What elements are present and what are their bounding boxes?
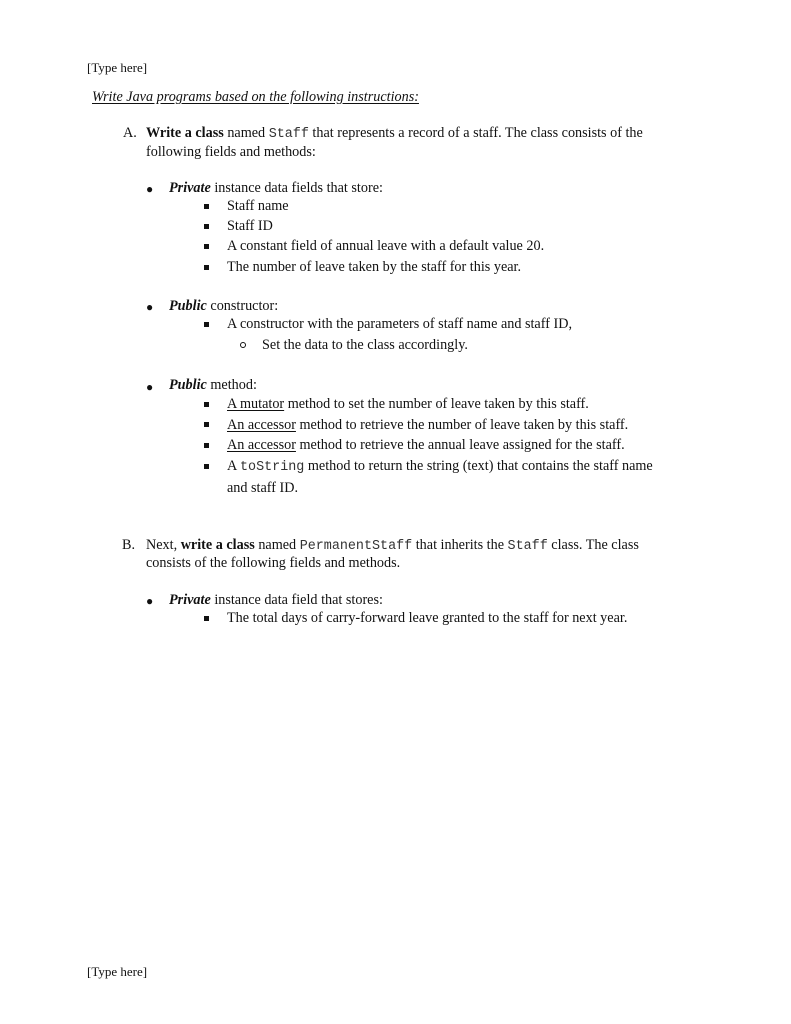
tostring-line2: and staff ID. — [227, 480, 299, 496]
field-item: The number of leave taken by the staff for this year. — [227, 259, 522, 275]
section-b-line1 — [146, 536, 639, 556]
square-bullet-icon — [204, 464, 209, 469]
public-label: Public — [169, 298, 207, 314]
method-item — [227, 395, 589, 413]
tostring-rest: method to return the string (text) that contains the staff name — [304, 458, 653, 474]
constructor-subitem: Set the data to the class accordingly. — [262, 337, 468, 353]
section-a-text2: that represents a record of a staff. The class consists of the — [308, 125, 643, 141]
square-bullet-icon — [204, 402, 209, 407]
constructor-heading — [169, 297, 278, 315]
section-a-code: Staff — [268, 127, 309, 142]
circle-bullet-icon — [240, 342, 246, 348]
section-b-text1: named — [254, 537, 300, 553]
section-a-text1: named — [223, 125, 269, 141]
field-item: A constant field of annual leave with a default value 20. — [227, 238, 545, 254]
section-a-line2: following fields and methods: — [146, 144, 316, 160]
method-desc: method to set the number of leave taken by this staff. — [284, 396, 589, 412]
method-desc: method to retrieve the annual leave assigned for the staff. — [295, 437, 625, 453]
constructor-item: A constructor with the parameters of staff name and staff ID, — [227, 316, 572, 332]
private-label: Private — [169, 180, 211, 196]
section-a-line1 — [146, 124, 643, 144]
b-private-rest: instance data field that stores: — [210, 592, 383, 608]
section-b-code1: PermanentStaff — [299, 539, 413, 554]
method-kind: A mutator — [227, 396, 285, 412]
page-footer: [Type here] — [87, 964, 148, 979]
square-bullet-icon — [204, 224, 209, 229]
square-bullet-icon — [204, 616, 209, 621]
section-a-bold: Write a class — [146, 125, 224, 141]
method-kind: An accessor — [227, 417, 296, 433]
square-bullet-icon — [204, 265, 209, 270]
bullet-icon: ● — [146, 182, 154, 196]
private-fields-heading — [169, 179, 383, 197]
method-item — [227, 436, 625, 454]
section-b-text3: class. The class — [547, 537, 639, 553]
field-item: Staff ID — [227, 218, 273, 234]
private-rest: instance data fields that store: — [210, 180, 383, 196]
section-b-code2: Staff — [507, 539, 548, 554]
private-label: Private — [169, 592, 211, 608]
public-label: Public — [169, 377, 207, 393]
section-b-text0: Next, — [146, 537, 181, 553]
method-item — [227, 416, 628, 434]
method-rest: method: — [206, 377, 257, 393]
constructor-rest: constructor: — [206, 298, 279, 314]
method-desc: method to retrieve the number of leave taken by this staff. — [295, 417, 629, 433]
tostring-pre: A — [227, 458, 241, 474]
b-field-item: The total days of carry-forward leave granted to the staff for next year. — [227, 610, 628, 626]
method-kind: An accessor — [227, 437, 296, 453]
tostring-item — [227, 457, 653, 477]
bullet-icon: ● — [146, 300, 154, 314]
square-bullet-icon — [204, 422, 209, 427]
tostring-code: toString — [240, 460, 305, 475]
square-bullet-icon — [204, 204, 209, 209]
section-b-bold: write a class — [180, 537, 255, 553]
page-header: [Type here] — [87, 60, 148, 75]
field-item: Staff name — [227, 198, 289, 214]
b-private-heading — [169, 591, 383, 609]
method-heading — [169, 376, 257, 394]
bullet-icon: ● — [146, 594, 154, 608]
section-a-letter: A. — [123, 125, 137, 141]
section-b-letter: B. — [122, 537, 136, 553]
section-b-line2: consists of the following fields and methods. — [146, 555, 401, 571]
square-bullet-icon — [204, 322, 209, 327]
square-bullet-icon — [204, 244, 209, 249]
section-b-text2: that inherits the — [412, 537, 508, 553]
square-bullet-icon — [204, 443, 209, 448]
intro-instruction: Write Java programs based on the following instructions: — [92, 89, 419, 105]
bullet-icon: ● — [146, 380, 154, 394]
